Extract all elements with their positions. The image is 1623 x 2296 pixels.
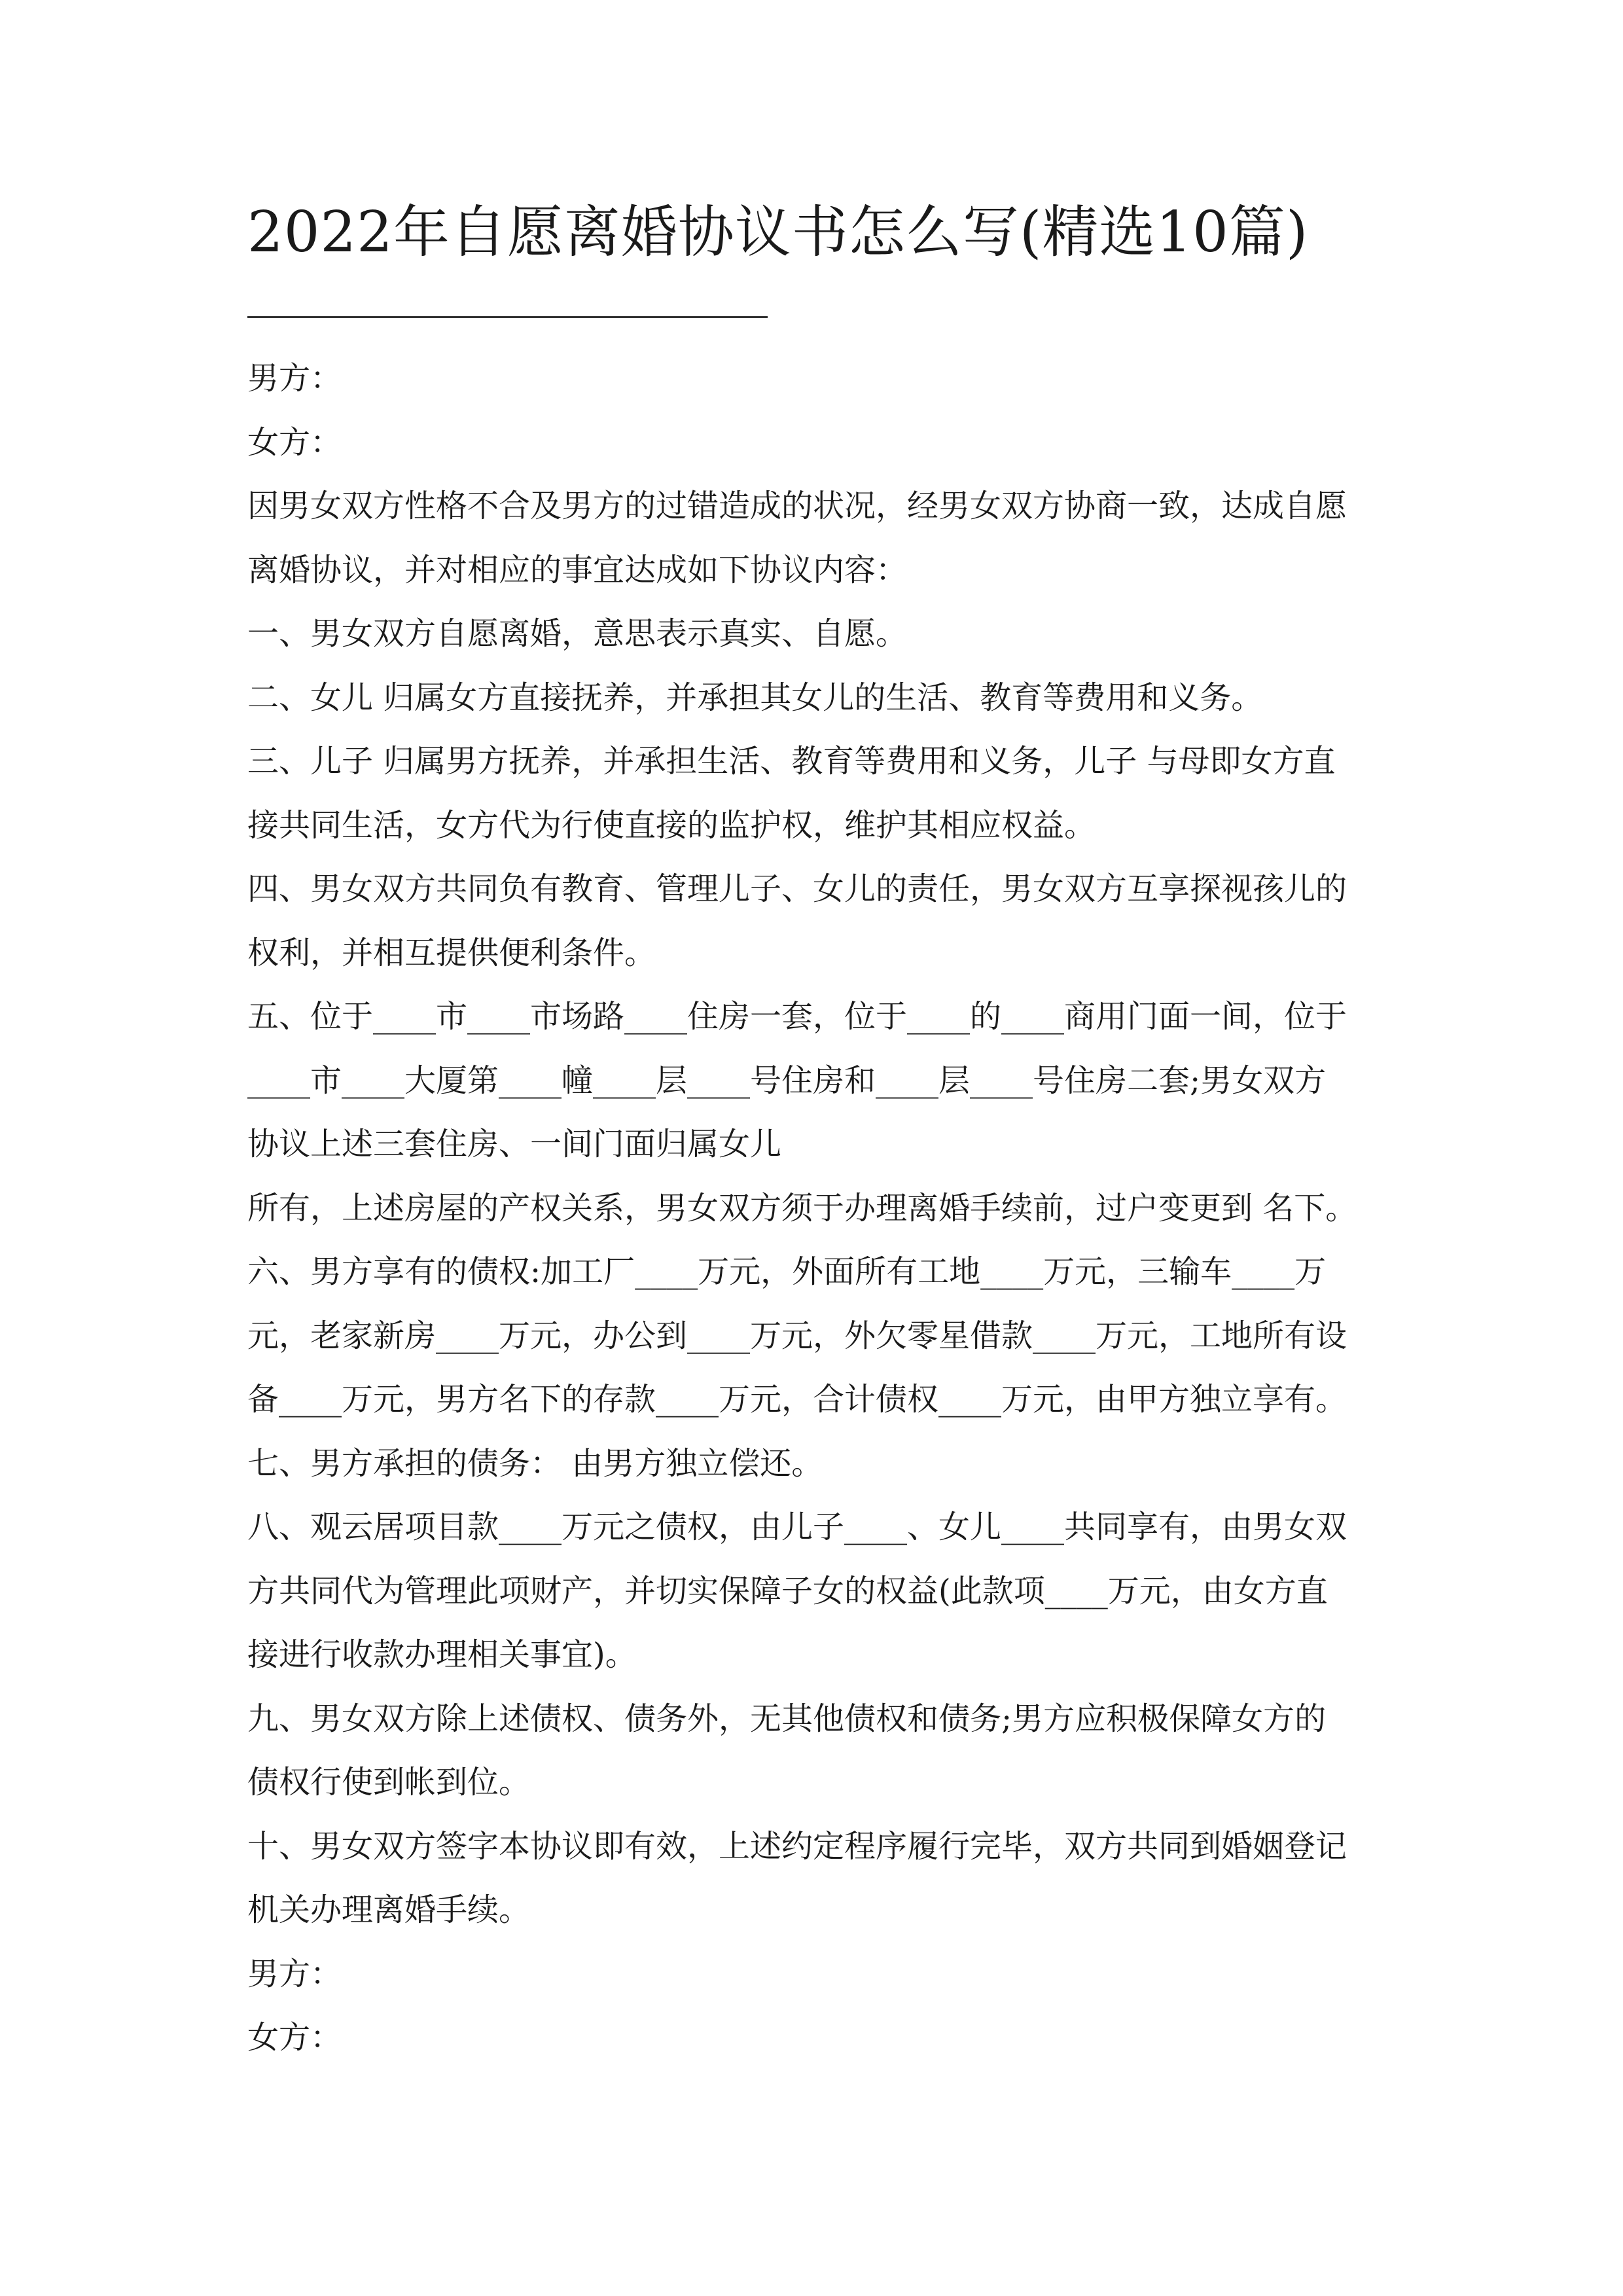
clause-line: 九、男女双方除上述债权、债务外，无其他债权和债务;男方应积极保障女方的: [247, 1700, 1327, 1737]
clause-line: 二、女儿 归属女方直接抚养，并承担其女儿的生活、教育等费用和义务。: [247, 679, 1263, 716]
clause-line: 所有，上述房屋的产权关系，男女双方须于办理离婚手续前，过户变更到 名下。: [247, 1189, 1357, 1227]
signature-female-line: 女方：: [247, 2019, 342, 2056]
preamble-line: 因男女双方性格不合及男方的过错造成的状况，经男女双方协商一致，达成自愿: [247, 488, 1347, 524]
signature-male-line: 男方：: [247, 1955, 342, 1992]
clause-line: 四、男女双方共同负有教育、管理儿子、女儿的责任，男女双方互享探视孩儿的: [247, 870, 1347, 907]
clause-line: 债权行使到帐到位。: [247, 1764, 531, 1801]
clause-line: 八、观云居项目款____万元之债权，由儿子____、女儿____共同享有，由男女双: [247, 1509, 1347, 1545]
clause-line: 元，老家新房____万元，办公到____万元，外欠零星借款____万元，工地所有设: [247, 1317, 1347, 1354]
preamble-line: 离婚协议，并对相应的事宜达成如下协议内容：: [247, 551, 908, 588]
clause-line: 接进行收款办理相关事宜)。: [247, 1636, 637, 1673]
clause-line: 一、男女双方自愿离婚，意思表示真实、自愿。: [247, 615, 908, 652]
party-female-line: 女方：: [247, 423, 342, 461]
clause-line: 机关办理离婚手续。: [247, 1892, 531, 1928]
clause-line: 五、位于____市____市场路____住房一套，位于____的____商用门面一间，位于: [247, 998, 1347, 1035]
clause-line: 三、儿子 归属男方抚养，并承担生活、教育等费用和义务，儿子 与母即女方直: [247, 743, 1336, 780]
clause-line: 权利，并相互提供便利条件。: [247, 934, 656, 971]
clause-line: 七、男方承担的债务： 由男方独立偿还。: [247, 1444, 823, 1482]
clause-line: 六、男方享有的债权:加工厂____万元，外面所有工地____万元，三输车____万: [247, 1253, 1327, 1290]
title-divider: [247, 316, 768, 318]
party-male-line: 男方：: [247, 360, 342, 397]
clause-line: ____市____大厦第____幢____层____号住房和____层____号住房二套;男女双方: [247, 1062, 1327, 1099]
clause-line: 备____万元，男方名下的存款____万元，合计债权____万元，由甲方独立享有。: [247, 1381, 1347, 1418]
document-body: [247, 347, 1399, 2070]
clause-line: 接共同生活，女方代为行使直接的监护权，维护其相应权益。: [247, 806, 1096, 844]
clause-line: 协议上述三套住房、一间门面归属女儿: [247, 1126, 782, 1162]
document-title: 2022年自愿离婚协议书怎么写(精选10篇): [247, 200, 1309, 265]
clause-line: 方共同代为管理此项财产，并切实保障子女的权益(此款项____万元，由女方直: [247, 1572, 1328, 1609]
clause-line: 十、男女双方签字本协议即有效，上述约定程序履行完毕，双方共同到婚姻登记: [247, 1827, 1347, 1865]
